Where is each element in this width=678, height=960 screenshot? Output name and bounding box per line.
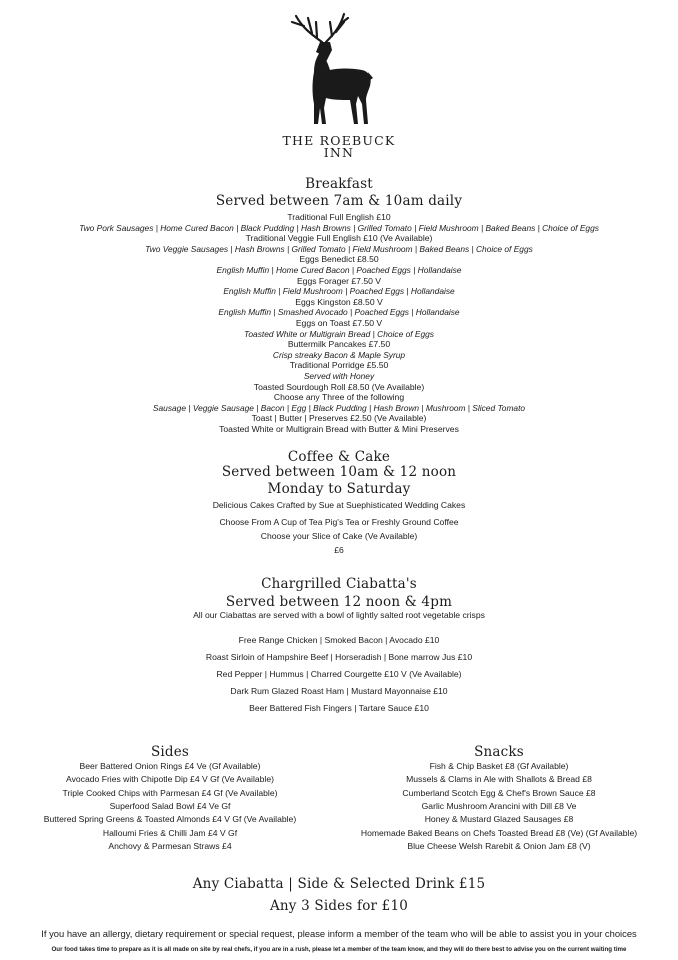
ciabatta-item: Free Range Chicken | Smoked Bacon | Avocado £10 [238,635,440,645]
allergy-notice: If you have an allergy, dietary requirement or special request, please inform a member of the team who will be able to assist you in your choices [41,928,637,939]
snack-item: Cumberland Scotch Egg & Chef's Brown Sauce £8 [402,787,596,798]
snack-item: Fish & Chip Basket £8 (Gf Available) [429,761,569,771]
side-item: Triple Cooked Chips with Parmesan £4 Gf (Ve Available) [62,787,278,798]
brand-name-line2: INN [323,145,355,160]
breakfast-description: English Muffin | Home Cured Bacon | Poached Eggs | Hollandaise [216,265,462,275]
breakfast-item: Eggs Kingston £8.50 V [295,296,383,307]
ciabatta-intro: All our Ciabattas are served with a bowl of lightly salted root vegetable crisps [193,610,485,620]
breakfast-item: Toast | Butter | Preserves £2.50 (Ve Available) [251,413,427,424]
breakfast-title: Breakfast [305,176,373,192]
breakfast-item: Choose any Three of the following [273,392,405,403]
breakfast-item: Traditional Porridge £5.50 [289,360,389,371]
deal-ciabatta-side-drink: Any Ciabatta | Side & Selected Drink £15 [192,876,486,892]
breakfast-item: Buttermilk Pancakes £7.50 [287,339,391,350]
snack-item: Homemade Baked Beans on Chefs Toasted Bread £8 (Ve) (Gf Available) [360,827,638,838]
coffee-line: Delicious Cakes Crafted by Sue at Suephisticated Wedding Cakes [212,500,466,510]
side-item: Avocado Fries with Chipotle Dip £4 V Gf (Ve Available) [66,774,274,785]
ciabatta-item: Beer Battered Fish Fingers | Tartare Sauce £10 [249,703,429,713]
ciabatta-title: Chargrilled Ciabatta's [261,576,417,592]
side-item: Anchovy & Parmesan Straws £4 [108,840,232,851]
breakfast-item: Toasted Sourdough Roll £8.50 (Ve Available) [253,381,425,392]
sides-title: Sides [150,744,190,760]
waiting-time-notice: Our food takes time to prepare as it is all made on site by real chefs, if you are in a rush, please let a member of the team know, and they will do there best to advise you on the current waiting time [51,946,627,953]
breakfast-description: Sausage | Veggie Sausage | Bacon | Egg | Black Pudding | Hash Brown | Mushroom | Sliced Tomato [152,402,526,413]
snack-item: Honey & Mustard Glazed Sausages £8 [424,814,574,825]
breakfast-description: Two Pork Sausages | Home Cured Bacon | Black Pudding | Hash Browns | Grilled Tomato | Field Mushroom | Baked Beans | Choice of Eggs [79,222,599,233]
side-item: Buttered Spring Greens & Toasted Almonds £4 V Gf (Ve Available) [43,814,297,825]
ciabatta-item: Dark Rum Glazed Roast Ham | Mustard Mayonnaise £10 [230,686,448,696]
snacks-title: Snacks [474,744,524,760]
breakfast-item: Traditional Full English £10 [287,212,391,222]
side-item: Beer Battered Onion Rings £4 Ve (Gf Available) [79,761,261,771]
breakfast-item: Eggs on Toast £7.50 V [295,318,383,328]
breakfast-description: Served with Honey [303,371,375,381]
breakfast-item: Eggs Forager £7.50 V [296,275,382,286]
breakfast-description: Toasted White or Multigrain Bread | Choice of Eggs [244,328,434,339]
brand-name-line1: THE ROEBUCK [282,133,396,148]
side-item: Superfood Salad Bowl £4 Ve Gf [109,800,231,811]
breakfast-description: Crisp streaky Bacon & Maple Syrup [272,349,406,360]
breakfast-description: English Muffin | Field Mushroom | Poached Eggs | Hollandaise [223,286,455,297]
breakfast-item: Toasted White or Multigrain Bread with Butter & Mini Preserves [219,424,459,434]
ciabatta-subtitle: Served between 12 noon & 4pm [225,594,453,610]
coffee-line: Choose your Slice of Cake (Ve Available) [260,531,418,541]
coffee-price: £6 [334,545,344,555]
coffee-line: Choose From A Cup of Tea Pig's Tea or Freshly Ground Coffee [219,517,459,527]
breakfast-subtitle: Served between 7am & 10am daily [215,193,463,209]
snack-item: Blue Cheese Welsh Rarebit & Onion Jam £8 (V) [407,840,591,851]
snack-item: Mussels & Clams in Ale with Shallots & Bread £8 [406,774,592,785]
breakfast-description: English Muffin | Smashed Avocado | Poached Eggs | Hollandaise [218,307,460,318]
deal-three-sides: Any 3 Sides for £10 [269,898,409,914]
ciabatta-item: Red Pepper | Hummus | Charred Courgette £10 V (Ve Available) [216,669,462,679]
side-item: Halloumi Fries & Chilli Jam £4 V Gf [102,827,238,838]
coffee-title: Coffee & Cake [287,449,391,465]
coffee-subtitle-hours: Served between 10am & 12 noon [221,464,457,480]
breakfast-item: Traditional Veggie Full English £10 (Ve Available) [245,233,433,244]
coffee-subtitle-days: Monday to Saturday [267,481,411,497]
snack-item: Garlic Mushroom Arancini with Dill £8 Ve [421,800,577,811]
ciabatta-item: Roast Sirloin of Hampshire Beef | Horseradish | Bone marrow Jus £10 [205,652,473,662]
breakfast-item: Eggs Benedict £8.50 [299,254,379,265]
breakfast-description: Two Veggie Sausages | Hash Browns | Grilled Tomato | Field Mushroom | Baked Beans | Choice of Eggs [145,243,533,254]
stag-icon [282,8,376,130]
